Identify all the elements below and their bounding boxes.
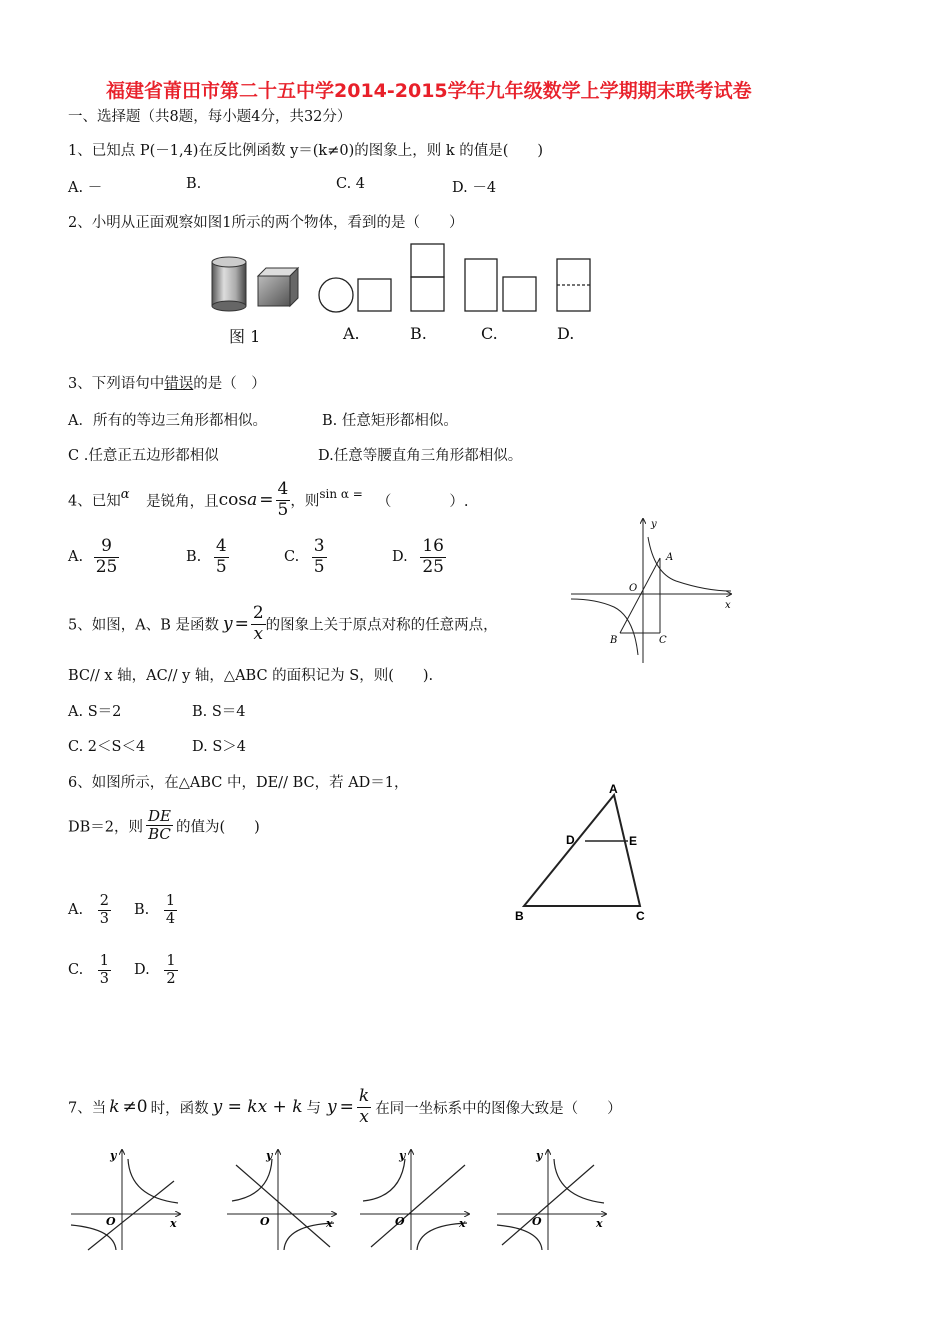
svg-text:O: O xyxy=(260,1215,270,1228)
svg-text:A: A xyxy=(609,782,618,796)
q5-option-d: D. S＞4 xyxy=(192,739,246,755)
q2-option-a: A. xyxy=(343,324,360,343)
svg-text:y: y xyxy=(266,1149,273,1162)
page-title: 福建省莆田市第二十五中学2014-2015学年九年级数学上学期期末联考试卷 xyxy=(106,80,752,102)
q2-figures xyxy=(0,0,950,360)
q3-option-a: A．所有的等边三角形都相似。 xyxy=(68,413,267,429)
svg-text:x: x xyxy=(725,600,731,611)
svg-text:y: y xyxy=(651,519,657,530)
option-d-figure xyxy=(557,259,590,311)
svg-text:C: C xyxy=(659,635,667,646)
option-b-figure xyxy=(411,244,444,311)
q3-option-b: B. 任意矩形都相似。 xyxy=(322,413,458,429)
q5-option-a: A. S＝2 xyxy=(68,704,122,720)
svg-text:C: C xyxy=(636,909,645,923)
question-2-stem: 2、小明从正面观察如图1所示的两个物体，看到的是（ ） xyxy=(68,215,464,231)
section-heading: 一、选择题（共8题，每小题4分，共32分） xyxy=(68,109,352,125)
question-6-line2: DB＝2，则 $\frac{DE}{BC}$ 的值为( ) xyxy=(68,807,260,844)
q2-option-b: B. xyxy=(410,324,427,343)
q4-option-c: C. $\frac{3}{5}$ xyxy=(284,536,325,577)
q5-option-b: B. S＝4 xyxy=(192,704,246,720)
question-6-line1: 6、如图所示，在△ABC 中，DE// BC，若 AD＝1， xyxy=(68,775,409,791)
q2-option-c: C. xyxy=(481,324,498,343)
q7-graph-b xyxy=(222,1145,342,1255)
option-a-figure xyxy=(319,278,391,312)
figure-1-label: 图 1 xyxy=(229,327,261,346)
svg-text:x: x xyxy=(170,1217,177,1230)
svg-text:x: x xyxy=(326,1217,333,1230)
q1-option-b: B. xyxy=(186,176,202,192)
q4-option-b: B. $\frac{4}{5}$ xyxy=(186,536,227,577)
question-4-stem: 4、已知α 是锐角，且cosa = $\frac{4}{5}$ ，则$^{sin \alpha =}$ （ ）. xyxy=(68,479,469,520)
q4-option-d: D. $\frac{16}{25}$ xyxy=(392,536,444,577)
option-c-figure xyxy=(465,259,536,311)
svg-text:E: E xyxy=(629,834,638,848)
q6-option-c: C. $\frac{1}{3}$ xyxy=(68,953,110,987)
q3-option-c: C .任意正五边形都相似 xyxy=(68,448,219,464)
cylinder-figure xyxy=(212,257,246,311)
svg-text:B: B xyxy=(515,909,524,923)
q5-option-c: C. 2＜S＜4 xyxy=(68,739,146,755)
q7-graph-d xyxy=(492,1145,612,1255)
svg-text:O: O xyxy=(532,1215,542,1228)
svg-text:B: B xyxy=(610,635,618,646)
q1-option-c: C. 4 xyxy=(336,176,366,192)
question-3-stem: 3、下列语句中错误的是（ ） xyxy=(68,376,266,392)
question-1-stem: 1、已知点 P(－1,4)在反比例函数 y＝(k≠0)的图象上，则 k 的值是( ) xyxy=(68,143,544,159)
svg-text:O: O xyxy=(629,583,638,594)
svg-text:x: x xyxy=(596,1217,603,1230)
q6-option-d: D. $\frac{1}{2}$ xyxy=(134,953,176,987)
q6-option-a: A. $\frac{2}{3}$ xyxy=(68,893,109,927)
q1-option-d: D. －4 xyxy=(452,180,497,196)
question-7-stem: 7、当 k ≠0 时，函数 y = kx + k 与 y = $\frac{k}{x}$ 在同一坐标系中的图像大致是（ ） xyxy=(68,1086,622,1127)
svg-text:A: A xyxy=(666,552,674,563)
q6-triangle-figure xyxy=(510,780,660,925)
q6-option-b: B. $\frac{1}{4}$ xyxy=(134,893,176,927)
svg-text:O: O xyxy=(395,1215,405,1228)
q5-hyperbola-graph xyxy=(566,515,736,665)
q2-option-d: D. xyxy=(557,324,575,343)
question-5-line2: BC// x 轴，AC// y 轴，△ABC 的面积记为 S，则( ). xyxy=(68,668,434,684)
svg-text:D: D xyxy=(566,833,575,847)
q4-option-a: A. $\frac{9}{25}$ xyxy=(68,536,118,577)
svg-text:y: y xyxy=(399,1149,406,1162)
q7-graph-c xyxy=(355,1145,475,1255)
svg-text:y: y xyxy=(110,1149,117,1162)
q7-graph-a xyxy=(66,1145,186,1255)
cube-figure xyxy=(258,268,298,306)
question-5-stem: 5、如图，A、B 是函数 y = $\frac{2}{x}$ 的图象上关于原点对称的任意两点， xyxy=(68,603,498,644)
svg-text:y: y xyxy=(536,1149,543,1162)
q1-option-a: A. － xyxy=(68,180,103,196)
q3-option-d: D.任意等腰直角三角形都相似。 xyxy=(318,448,523,464)
svg-text:x: x xyxy=(459,1217,466,1230)
svg-text:O: O xyxy=(106,1215,116,1228)
